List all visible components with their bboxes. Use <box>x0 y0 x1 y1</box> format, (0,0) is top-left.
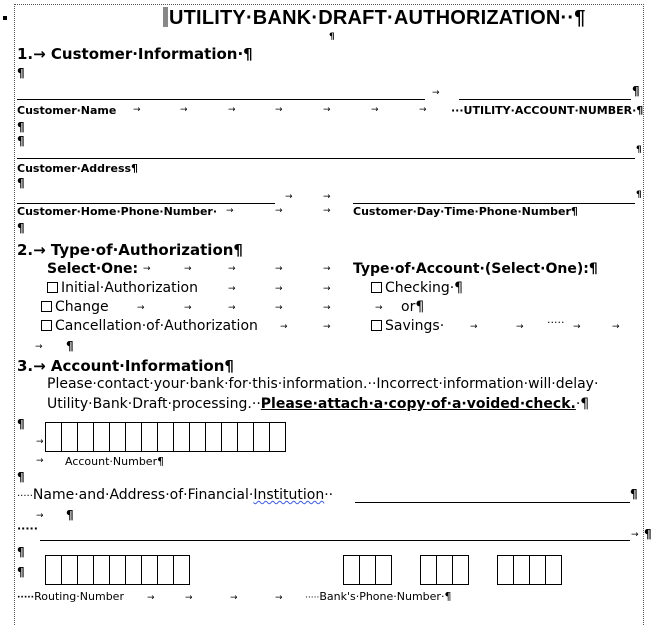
voided-check-notice: Please·attach·a·copy·of·a·voided·check. <box>260 396 576 412</box>
tab-arrow: → <box>280 322 288 332</box>
checkbox[interactable] <box>47 282 58 293</box>
routing-number-label: Routing·Number <box>34 590 124 603</box>
tab-arrow: → <box>35 342 43 352</box>
financial-institution-name-field[interactable] <box>355 502 630 503</box>
bank-phone-digit-box[interactable] <box>343 555 360 585</box>
checkbox[interactable] <box>371 320 382 331</box>
type-of-account-label: Type·of·Account·(Select·One):¶ <box>353 261 598 277</box>
checkbox[interactable] <box>41 320 52 331</box>
tab-arrow: → <box>631 530 639 540</box>
pilcrow: ¶ <box>17 565 25 579</box>
tab-arrow: → <box>285 192 293 202</box>
customer-name-label: Customer·Name <box>17 104 117 117</box>
tab-arrow: → <box>36 456 44 466</box>
tab-arrow: → <box>375 303 383 313</box>
tab-arrow: → <box>180 105 188 115</box>
account-number-digit-box[interactable] <box>93 422 110 452</box>
bank-phone-label-row: ·····Bank's·Phone·Number·¶ <box>305 590 452 603</box>
tab-arrow: → <box>470 322 478 332</box>
account-number-digit-box[interactable] <box>109 422 126 452</box>
option-change[interactable]: Change <box>38 299 109 315</box>
tab-arrow: → <box>275 284 283 294</box>
pilcrow: ¶ <box>66 339 74 353</box>
bank-phone-digit-box[interactable] <box>545 555 562 585</box>
tab-arrow: → <box>147 593 155 603</box>
bank-phone-digit-box[interactable] <box>436 555 453 585</box>
tab-arrow: → <box>137 303 145 313</box>
tab-arrow: → <box>36 511 44 521</box>
bank-phone-label: Bank's·Phone·Number·¶ <box>319 590 452 603</box>
account-number-digit-box[interactable] <box>141 422 158 452</box>
tab-arrow: → <box>143 264 151 274</box>
pilcrow: ¶ <box>17 221 25 235</box>
tab-arrow: → <box>133 105 141 115</box>
bank-phone-digit-box[interactable] <box>375 555 392 585</box>
pilcrow: ¶ <box>17 417 25 431</box>
tab-arrow: → <box>275 206 283 216</box>
day-phone-field[interactable] <box>353 203 635 204</box>
instructions-line-2: Utility·Bank·Draft·processing.··Please·attach·a·copy·of·a·voided·check.·¶ <box>47 396 590 412</box>
account-number-digit-box[interactable] <box>77 422 94 452</box>
account-number-digit-box[interactable] <box>269 422 286 452</box>
tab-arrow: → <box>228 284 236 294</box>
account-number-digit-box[interactable] <box>237 422 254 452</box>
account-number-digit-box[interactable] <box>189 422 206 452</box>
routing-number-boxes[interactable] <box>46 555 190 585</box>
bank-phone-digit-box[interactable] <box>359 555 376 585</box>
pilcrow: ¶ <box>329 32 335 42</box>
bank-phone-area-code-boxes[interactable] <box>344 555 392 585</box>
account-number-digit-box[interactable] <box>205 422 222 452</box>
tab-arrow: → <box>612 322 620 332</box>
checkbox[interactable] <box>41 301 52 312</box>
routing-number-digit-box[interactable] <box>109 555 126 585</box>
account-number-digit-box[interactable] <box>173 422 190 452</box>
option-initial-authorization[interactable]: Initial·Authorization <box>44 280 198 296</box>
tab-arrow: → <box>323 192 331 202</box>
day-phone-label: Customer·Day·Time·Phone·Number¶ <box>353 205 578 218</box>
financial-institution-label: ·····Name·and·Address·of·Financial·Institution·· <box>17 487 334 503</box>
option-savings[interactable]: Savings· <box>368 318 444 334</box>
utility-account-number-field[interactable] <box>459 99 631 100</box>
financial-institution-address-field[interactable] <box>40 540 630 541</box>
account-number-digit-box[interactable] <box>157 422 174 452</box>
routing-number-digit-box[interactable] <box>61 555 78 585</box>
option-cancellation[interactable]: Cancellation·of·Authorization <box>38 318 258 334</box>
pilcrow: ¶ <box>632 84 640 98</box>
pilcrow: ¶ <box>636 145 642 155</box>
pilcrow: ¶ <box>17 545 25 559</box>
checkbox[interactable] <box>371 282 382 293</box>
select-one-label: Select·One: <box>47 261 139 277</box>
pilcrow: ¶ <box>66 508 74 522</box>
account-number-digit-box[interactable] <box>253 422 270 452</box>
text-cursor <box>163 7 168 27</box>
home-phone-label: Customer·Home·Phone·Number· <box>17 205 218 218</box>
pilcrow: ¶ <box>17 134 25 148</box>
pilcrow: ¶ <box>17 66 25 80</box>
bank-phone-digit-box[interactable] <box>513 555 530 585</box>
tab-arrow: → <box>230 593 238 603</box>
tab-arrow: → <box>323 206 331 216</box>
dot-leader: ····· <box>547 316 565 329</box>
tab-arrow: → <box>275 303 283 313</box>
tab-arrow: → <box>371 105 379 115</box>
section-3-heading: 3.→ Account·Information¶ <box>17 357 234 375</box>
tab-arrow: → <box>275 105 283 115</box>
bank-phone-digit-box[interactable] <box>420 555 437 585</box>
routing-number-digit-box[interactable] <box>173 555 190 585</box>
routing-number-label-row: ·····Routing·Number <box>17 590 124 603</box>
pilcrow: ¶ <box>644 527 652 541</box>
pilcrow: ¶ <box>17 120 25 134</box>
routing-number-digit-box[interactable] <box>93 555 110 585</box>
tab-arrow: → <box>184 303 192 313</box>
pilcrow: ¶ <box>17 176 25 190</box>
bank-phone-digit-box[interactable] <box>529 555 546 585</box>
routing-number-digit-box[interactable] <box>77 555 94 585</box>
tab-arrow: → <box>516 322 524 332</box>
home-phone-field[interactable] <box>17 203 275 204</box>
tab-arrow: → <box>275 593 283 603</box>
account-number-label: Account·Number¶ <box>65 455 165 468</box>
instructions-line-1: Please·contact·your·bank·for·this·information.··Incorrect·information·will·delay· <box>47 376 599 392</box>
tab-arrow: → <box>323 322 331 332</box>
tab-arrow: → <box>419 105 427 115</box>
account-number-boxes[interactable] <box>46 422 286 452</box>
document-title: UTILITY·BANK·DRAFT·AUTHORIZATION··¶ <box>163 7 586 30</box>
pilcrow: ¶ <box>630 487 638 501</box>
tab-arrow: → <box>323 303 331 313</box>
routing-number-digit-box[interactable] <box>45 555 62 585</box>
tab-arrow: → <box>323 264 331 274</box>
tab-arrow: → <box>184 264 192 274</box>
tab-arrow: → <box>432 88 440 98</box>
account-number-digit-box[interactable] <box>221 422 238 452</box>
pilcrow: ¶ <box>17 470 25 484</box>
tab-arrow: → <box>275 264 283 274</box>
pilcrow: ¶ <box>636 190 642 200</box>
tab-arrow: → <box>323 105 331 115</box>
section-1-heading: 1.→ Customer·Information·¶ <box>17 45 253 63</box>
account-number-digit-box[interactable] <box>45 422 62 452</box>
section-2-heading: 2.→ Type·of·Authorization¶ <box>17 241 243 259</box>
bank-phone-line-boxes[interactable] <box>498 555 562 585</box>
customer-address-field[interactable] <box>17 158 635 159</box>
routing-number-digit-box[interactable] <box>141 555 158 585</box>
dot-leader: ····· <box>17 522 38 535</box>
customer-name-field[interactable] <box>17 99 425 100</box>
or-text: or¶ <box>401 299 425 315</box>
tab-arrow: → <box>573 322 581 332</box>
tab-arrow: → <box>228 303 236 313</box>
utility-account-number-label: ···UTILITY·ACCOUNT·NUMBER·¶ <box>451 104 644 117</box>
account-number-digit-box[interactable] <box>61 422 78 452</box>
bank-phone-prefix-boxes[interactable] <box>421 555 469 585</box>
tab-arrow: → <box>185 593 193 603</box>
tab-arrow: → <box>228 105 236 115</box>
paragraph-mark-bullet <box>3 16 7 20</box>
tab-arrow: → <box>323 284 331 294</box>
tab-arrow: → <box>36 437 44 447</box>
routing-number-digit-box[interactable] <box>125 555 142 585</box>
tab-arrow: → <box>228 264 236 274</box>
routing-number-digit-box[interactable] <box>157 555 174 585</box>
bank-phone-digit-box[interactable] <box>497 555 514 585</box>
customer-address-label: Customer·Address¶ <box>17 162 139 175</box>
account-number-digit-box[interactable] <box>125 422 142 452</box>
tab-arrow: → <box>226 206 234 216</box>
option-checking[interactable]: Checking·¶ <box>368 280 463 296</box>
bank-phone-digit-box[interactable] <box>452 555 469 585</box>
